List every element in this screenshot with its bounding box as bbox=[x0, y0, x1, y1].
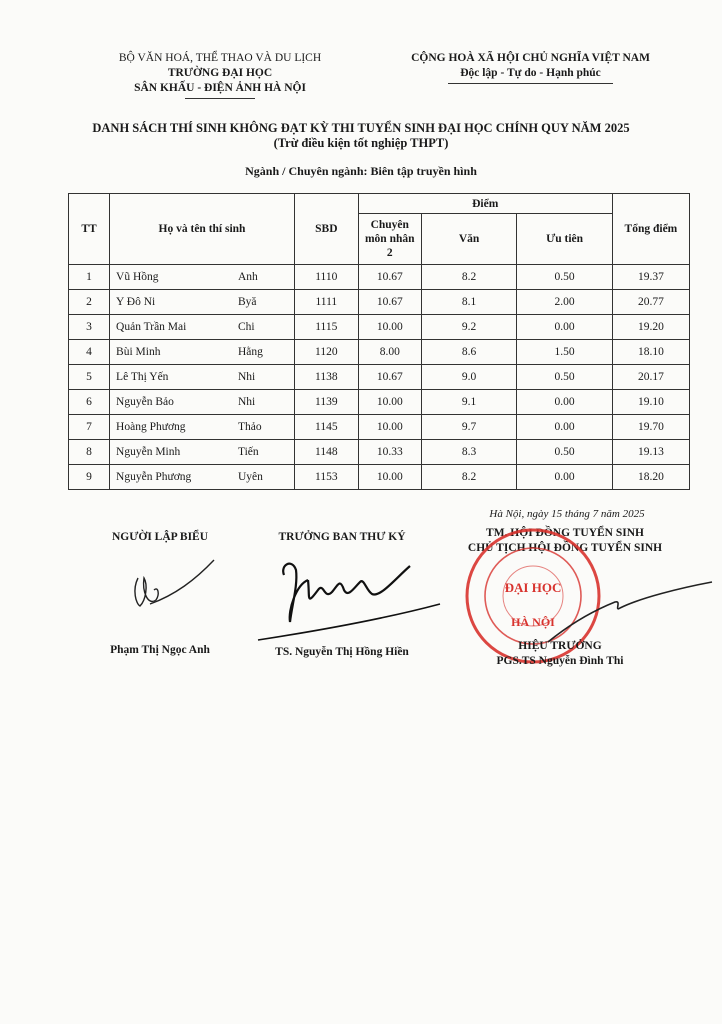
cell-van: 8.1 bbox=[421, 290, 517, 315]
cell-van: 8.6 bbox=[421, 340, 517, 365]
stamp-text-line2: HÀ NỘI bbox=[511, 615, 555, 629]
candidate-surname: Y Đô Ni bbox=[116, 296, 156, 308]
cell-sbd: 1153 bbox=[294, 465, 358, 490]
secretary-title: TRƯỞNG BAN THƯ KÝ bbox=[278, 531, 406, 543]
cell-tt: 9 bbox=[69, 465, 110, 490]
school-name-line1: TRƯỜNG ĐẠI HỌC bbox=[167, 67, 273, 79]
cell-tong: 20.17 bbox=[612, 365, 689, 390]
cell-uu-tien: 0.00 bbox=[517, 390, 612, 415]
cell-uu-tien: 0.00 bbox=[517, 315, 612, 340]
cell-uu-tien: 0.00 bbox=[517, 465, 612, 490]
cell-uu-tien: 0.00 bbox=[517, 415, 612, 440]
rector-name: PGS.TS Nguyễn Đình Thi bbox=[496, 655, 624, 667]
cell-tong: 19.37 bbox=[612, 265, 689, 290]
cell-tt: 5 bbox=[69, 365, 110, 390]
cell-uu-tien: 0.50 bbox=[517, 365, 612, 390]
cell-van: 9.7 bbox=[421, 415, 517, 440]
candidate-surname: Nguyễn Bảo bbox=[116, 396, 174, 408]
date-line: Hà Nội, ngày 15 tháng 7 năm 2025 bbox=[489, 508, 645, 520]
council-line1: TM. HỘI ĐỒNG TUYỂN SINH bbox=[486, 527, 644, 539]
candidate-given-name: Byă bbox=[237, 296, 257, 308]
cell-van: 8.2 bbox=[421, 465, 517, 490]
cell-tt: 6 bbox=[69, 390, 110, 415]
cell-chuyen-mon: 10.33 bbox=[358, 440, 421, 465]
header-uu-tien: Ưu tiên bbox=[517, 214, 612, 265]
candidate-surname: Bùi Minh bbox=[116, 346, 161, 358]
cell-sbd: 1139 bbox=[294, 390, 358, 415]
cell-chuyen-mon: 10.67 bbox=[358, 265, 421, 290]
cell-tong: 18.10 bbox=[612, 340, 689, 365]
candidate-surname: Nguyễn Minh bbox=[116, 446, 181, 458]
cell-chuyen-mon: 10.00 bbox=[358, 415, 421, 440]
candidate-given-name: Hằng bbox=[237, 346, 263, 358]
cell-tong: 19.70 bbox=[612, 415, 689, 440]
candidate-given-name: Uyên bbox=[237, 471, 263, 483]
candidate-surname: Quản Trần Mai bbox=[116, 321, 187, 333]
candidate-surname: Nguyễn Phương bbox=[116, 471, 192, 483]
preparer-name: Phạm Thị Ngọc Anh bbox=[110, 644, 210, 656]
cell-van: 8.3 bbox=[421, 440, 517, 465]
header-tong: Tổng điểm bbox=[612, 194, 689, 265]
ministry-name: BỘ VĂN HOÁ, THỂ THAO VÀ DU LỊCH bbox=[118, 52, 322, 64]
secretary-signature bbox=[258, 564, 440, 640]
cell-chuyen-mon: 10.00 bbox=[358, 390, 421, 415]
candidate-given-name: Anh bbox=[237, 271, 258, 283]
candidate-given-name: Nhi bbox=[237, 371, 256, 383]
cell-tt: 4 bbox=[69, 340, 110, 365]
candidate-given-name: Chi bbox=[237, 321, 255, 333]
cell-tt: 3 bbox=[69, 315, 110, 340]
national-motto: Độc lập - Tự do - Hạnh phúc bbox=[460, 67, 601, 79]
cell-sbd: 1138 bbox=[294, 365, 358, 390]
cell-uu-tien: 1.50 bbox=[517, 340, 612, 365]
cell-sbd: 1110 bbox=[294, 265, 358, 290]
header-van: Văn bbox=[421, 214, 517, 265]
major-label: Ngành / Chuyên ngành: Biên tập truyền hình bbox=[245, 164, 477, 178]
cell-tong: 20.77 bbox=[612, 290, 689, 315]
header-tt: TT bbox=[69, 194, 110, 265]
candidate-surname: Lê Thị Yến bbox=[116, 371, 169, 383]
cell-tong: 18.20 bbox=[612, 465, 689, 490]
rector-title: HIỆU TRƯỞNG bbox=[518, 640, 602, 652]
cell-sbd: 1111 bbox=[294, 290, 358, 315]
candidate-given-name: Nhi bbox=[237, 396, 256, 408]
cell-sbd: 1120 bbox=[294, 340, 358, 365]
candidate-surname: Hoàng Phương bbox=[116, 421, 186, 433]
header-diem: Điểm bbox=[358, 194, 612, 214]
preparer-signature bbox=[135, 560, 214, 606]
cell-van: 8.2 bbox=[421, 265, 517, 290]
cell-chuyen-mon: 8.00 bbox=[358, 340, 421, 365]
cell-uu-tien: 2.00 bbox=[517, 290, 612, 315]
candidate-surname: Vũ Hồng bbox=[116, 271, 159, 283]
candidate-given-name: Thảo bbox=[237, 421, 262, 433]
cell-chuyen-mon: 10.67 bbox=[358, 290, 421, 315]
cell-tt: 2 bbox=[69, 290, 110, 315]
cell-tong: 19.10 bbox=[612, 390, 689, 415]
cell-tt: 1 bbox=[69, 265, 110, 290]
cell-chuyen-mon: 10.00 bbox=[358, 465, 421, 490]
cell-chuyen-mon: 10.00 bbox=[358, 315, 421, 340]
candidate-given-name: Tiến bbox=[237, 446, 259, 458]
preparer-title: NGƯỜI LẬP BIỂU bbox=[111, 531, 209, 543]
cell-uu-tien: 0.50 bbox=[517, 440, 612, 465]
header-name: Họ và tên thí sinh bbox=[110, 194, 295, 265]
header-sbd: SBD bbox=[294, 194, 358, 265]
council-line2: CHỦ TỊCH HỘI ĐỒNG TUYỂN SINH bbox=[467, 542, 663, 554]
title-line1: DANH SÁCH THÍ SINH KHÔNG ĐẠT KỲ THI TUYỂN SINH ĐẠI HỌC CHÍNH QUY NĂM 2025 bbox=[92, 121, 630, 135]
cell-van: 9.2 bbox=[421, 315, 517, 340]
cell-tt: 8 bbox=[69, 440, 110, 465]
cell-tong: 19.20 bbox=[612, 315, 689, 340]
rector-signature bbox=[548, 582, 712, 642]
cell-tong: 19.13 bbox=[612, 440, 689, 465]
cell-chuyen-mon: 10.67 bbox=[358, 365, 421, 390]
school-name-line2: SÂN KHẤU - ĐIỆN ẢNH HÀ NỘI bbox=[134, 82, 306, 94]
cell-sbd: 1148 bbox=[294, 440, 358, 465]
secretary-name: TS. Nguyễn Thị Hồng Hiền bbox=[275, 646, 409, 658]
stamp-text-line1: ĐẠI HỌC bbox=[504, 580, 562, 595]
title-line2: (Trừ điều kiện tốt nghiệp THPT) bbox=[273, 136, 449, 150]
cell-van: 9.0 bbox=[421, 365, 517, 390]
cell-van: 9.1 bbox=[421, 390, 517, 415]
cell-tt: 7 bbox=[69, 415, 110, 440]
country-name: CỘNG HOÀ XÃ HỘI CHỦ NGHĨA VIỆT NAM bbox=[411, 52, 650, 64]
cell-sbd: 1115 bbox=[294, 315, 358, 340]
header-chuyen-mon: Chuyên môn nhân 2 bbox=[358, 214, 421, 265]
cell-uu-tien: 0.50 bbox=[517, 265, 612, 290]
cell-sbd: 1145 bbox=[294, 415, 358, 440]
